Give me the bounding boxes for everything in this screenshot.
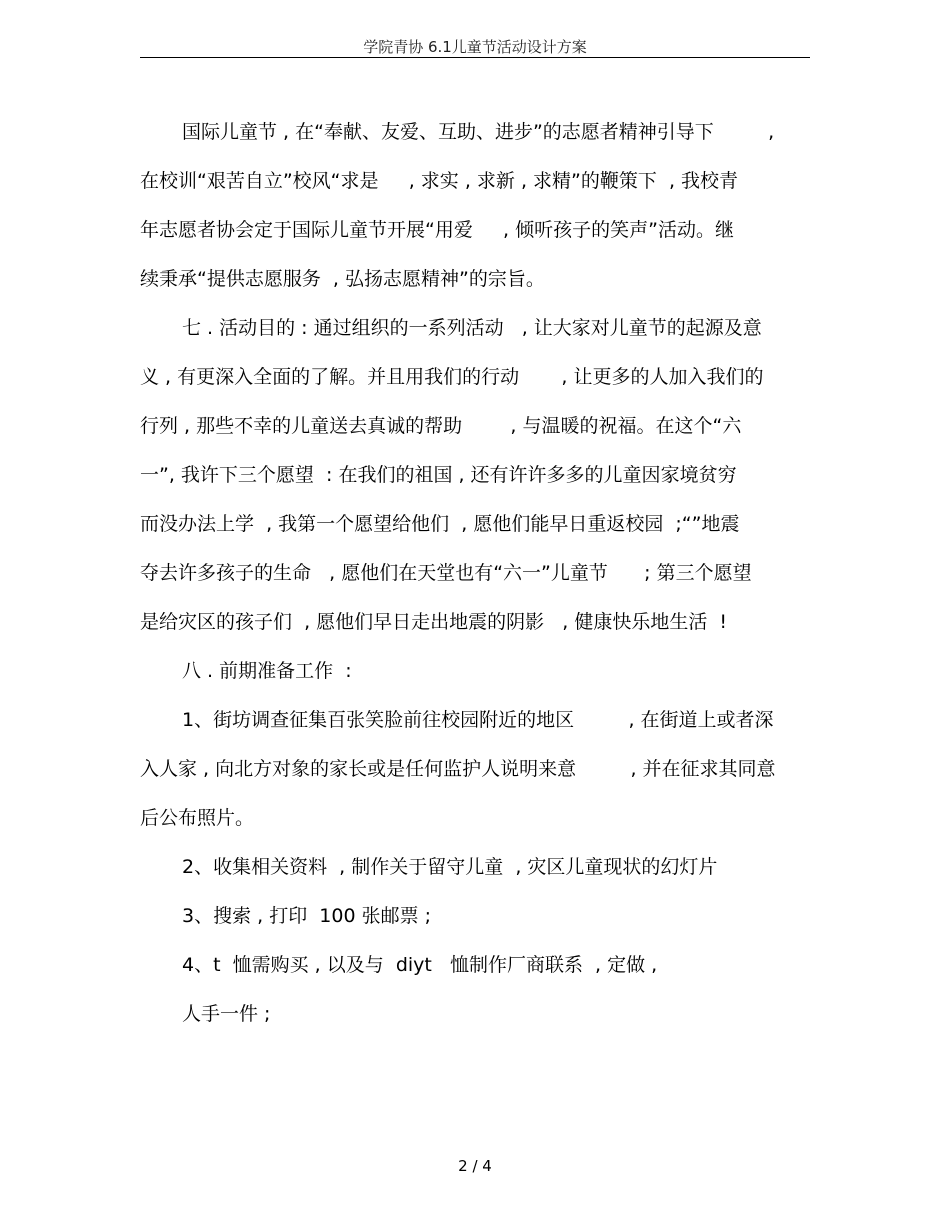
header-divider <box>140 57 810 58</box>
page-number: 2 / 4 <box>458 1157 492 1175</box>
paragraph-line: 一”, 我许下三个愿望 : 在我们的祖国 , 还有许许多多的儿童因家境贫穷 <box>140 464 737 486</box>
paragraph-line: 而没办法上学 , 我第一个愿望给他们 , 愿他们能早日重返校园 ;“”地震 <box>140 513 740 535</box>
paragraph-line: 是给灾区的孩子们 , 愿他们早日走出地震的阴影 , 健康快乐地生活 ! <box>140 611 728 633</box>
paragraph-line: 续秉承“提供志愿服务 , 弘扬志愿精神”的宗旨。 <box>140 268 545 290</box>
paragraph-line: 1、街坊调查征集百张笑脸前往校园附近的地区 , 在街道上或者深 <box>182 709 774 731</box>
paragraph-line: 行列 , 那些不幸的儿童送去真诚的帮助 , 与温暖的祝福。在这个“六 <box>140 415 742 437</box>
list-item: 2、收集相关资料 , 制作关于留守儿童 , 灾区儿童现状的幻灯片 <box>182 856 718 878</box>
paragraph-line: 年志愿者协会定于国际儿童节开展“用爱 , 倾听孩子的笑声”活动。继 <box>140 219 734 241</box>
paragraph-line: 后公布照片。 <box>140 807 255 829</box>
paragraph-line: 七 . 活动目的 : 通过组织的一系列活动 , 让大家对儿童节的起源及意 <box>182 317 762 339</box>
paragraph-line: 义 , 有更深入全面的了解。并且用我们的行动 , 让更多的人加入我们的 <box>140 366 764 388</box>
list-item-continuation: 人手一件 ; <box>182 1003 271 1025</box>
document-body <box>140 108 810 1039</box>
list-item: 3、搜索 , 打印 100 张邮票 ; <box>182 905 432 927</box>
page-header: 学院青协 6.1儿童节活动设计方案 <box>363 38 587 56</box>
section-heading: 八 . 前期准备工作 : <box>182 660 352 682</box>
list-item: 4、t 恤需购买 , 以及与 diyt 恤制作厂商联系 , 定做 , <box>182 954 658 976</box>
paragraph-line: 在校训“艰苦自立”校风“求是 , 求实 , 求新 , 求精”的鞭策下 , 我校青 <box>140 170 739 192</box>
paragraph-line: 夺去许多孩子的生命 , 愿他们在天堂也有“六一”儿童节 ; 第三个愿望 <box>140 562 752 584</box>
paragraph-line: 入人家 , 向北方对象的家长或是任何监护人说明来意 , 并在征求其同意 <box>140 758 776 780</box>
paragraph-line: 国际儿童节 , 在“奉献、友爱、互助、进步”的志愿者精神引导下 , <box>182 121 775 143</box>
